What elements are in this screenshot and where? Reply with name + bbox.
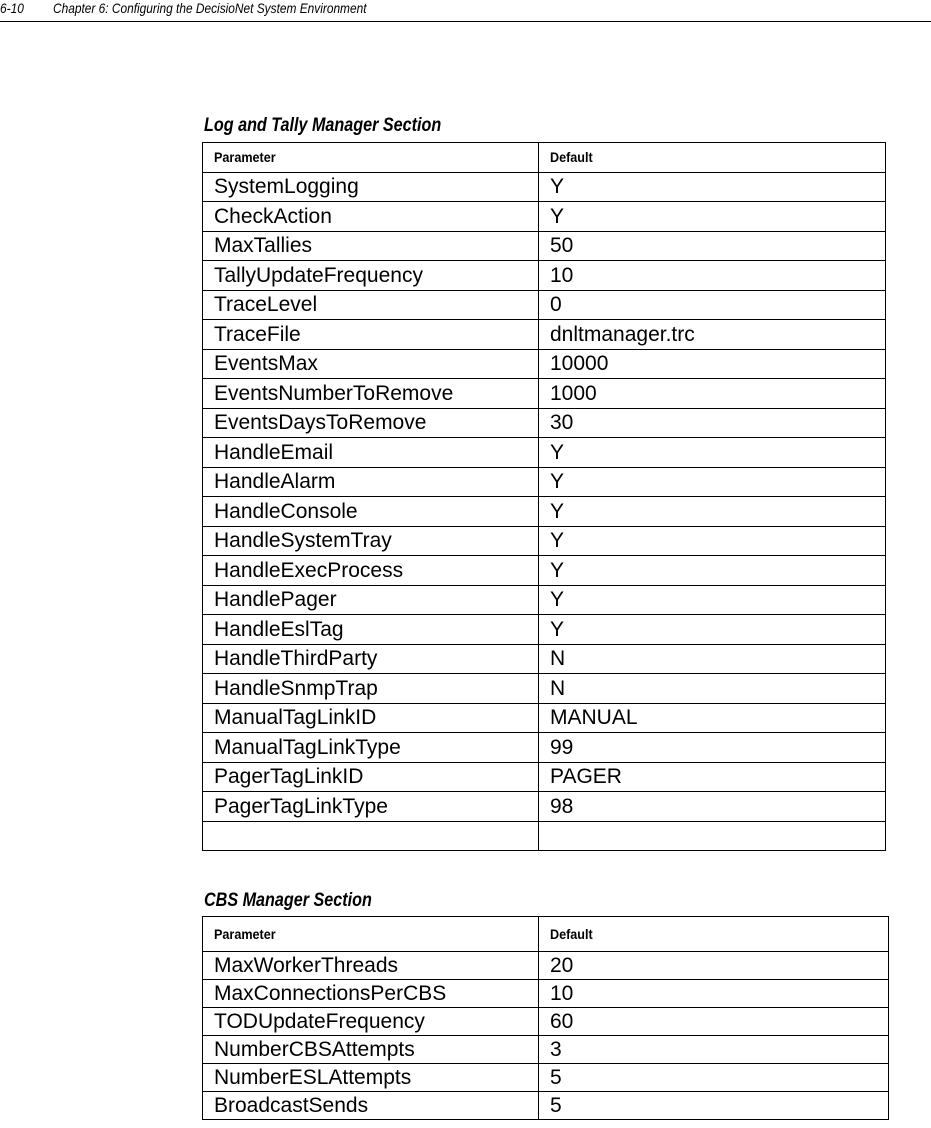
parameter-cell: TODUpdateFrequency [203,1008,539,1036]
default-value-cell: N [539,674,886,704]
default-value-cell: 50 [539,231,886,261]
table-row [203,585,886,615]
column-header-default [539,917,889,952]
column-header-label: Parameter [214,925,276,942]
table-row [203,467,886,497]
default-value-cell: 10 [539,980,889,1008]
table-row [203,952,889,980]
default-value-cell: Y [539,556,886,586]
table-row [203,615,886,645]
table-row [203,733,886,763]
table-row [203,172,886,202]
log-section-title: Log and Tally Manager Section [204,115,442,136]
parameter-cell: NumberESLAttempts [203,1064,539,1092]
default-value-cell: Y [539,526,886,556]
parameter-cell: HandleConsole [203,497,539,527]
parameter-cell: HandleEmail [203,438,539,468]
parameter-cell: EventsDaysToRemove [203,408,539,438]
parameter-cell: ManualTagLinkType [203,733,539,763]
chapter-title: Chapter 6: Configuring the DecisioNet System Environment [53,0,367,16]
default-value-cell: Y [539,202,886,232]
parameter-cell: MaxConnectionsPerCBS [203,980,539,1008]
default-value-cell: 5 [539,1092,889,1120]
default-value-cell: Y [539,585,886,615]
default-value-cell: Y [539,172,886,202]
default-value-cell: Y [539,615,886,645]
log-tally-table [202,142,886,851]
column-header-default [539,143,886,173]
default-value-cell: 98 [539,792,886,822]
table-row [203,349,886,379]
parameter-cell: HandleSystemTray [203,526,539,556]
cbs-manager-table [202,916,889,1120]
table-row [203,290,886,320]
default-value-cell: Y [539,467,886,497]
default-value-cell [539,821,886,851]
table-header-row [203,917,889,952]
table-row [203,379,886,409]
default-value-cell: MANUAL [539,703,886,733]
parameter-cell: EventsNumberToRemove [203,379,539,409]
column-header-parameter [203,143,539,173]
parameter-cell: HandleSnmpTrap [203,674,539,704]
parameter-cell: HandleThirdParty [203,644,539,674]
table-row [203,674,886,704]
parameter-cell: NumberCBSAttempts [203,1036,539,1064]
column-header-label: Default [550,925,593,942]
table-row [203,644,886,674]
table-row [203,762,886,792]
table-row [203,1064,889,1092]
default-value-cell: 5 [539,1064,889,1092]
parameter-cell: HandleExecProcess [203,556,539,586]
table-row [203,1036,889,1064]
parameter-cell: TraceFile [203,320,539,350]
table-row [203,556,886,586]
table-row [203,438,886,468]
cbs-section-title: CBS Manager Section [204,890,372,911]
table-row [203,320,886,350]
parameter-cell: EventsMax [203,349,539,379]
column-header-label: Parameter [214,148,276,165]
default-value-cell: 60 [539,1008,889,1036]
default-value-cell: 20 [539,952,889,980]
table-row [203,1092,889,1120]
parameter-cell: TraceLevel [203,290,539,320]
running-header [0,0,931,22]
parameter-cell: TallyUpdateFrequency [203,261,539,291]
default-value-cell: N [539,644,886,674]
default-value-cell: 10 [539,261,886,291]
parameter-cell: HandlePager [203,585,539,615]
parameter-cell: BroadcastSends [203,1092,539,1120]
default-value-cell: 0 [539,290,886,320]
parameter-cell: HandleEslTag [203,615,539,645]
page-number: 6-10 [0,0,24,16]
table-header-row [203,143,886,173]
column-header-label: Default [550,148,593,165]
table-row [203,703,886,733]
table-row [203,1008,889,1036]
default-value-cell: Y [539,438,886,468]
column-header-parameter [203,917,539,952]
parameter-cell: PagerTagLinkID [203,762,539,792]
default-value-cell: dnltmanager.trc [539,320,886,350]
table-row [203,202,886,232]
table-row [203,497,886,527]
parameter-cell: SystemLogging [203,172,539,202]
default-value-cell: 1000 [539,379,886,409]
default-value-cell: Y [539,497,886,527]
default-value-cell: 30 [539,408,886,438]
parameter-cell: ManualTagLinkID [203,703,539,733]
default-value-cell: 99 [539,733,886,763]
table-row [203,408,886,438]
table-row [203,821,886,851]
table-row [203,526,886,556]
parameter-cell [203,821,539,851]
table-row [203,231,886,261]
parameter-cell: CheckAction [203,202,539,232]
parameter-cell: MaxWorkerThreads [203,952,539,980]
table-row [203,792,886,822]
default-value-cell: PAGER [539,762,886,792]
table-row [203,261,886,291]
table-row [203,980,889,1008]
parameter-cell: PagerTagLinkType [203,792,539,822]
parameter-cell: HandleAlarm [203,467,539,497]
parameter-cell: MaxTallies [203,231,539,261]
default-value-cell: 3 [539,1036,889,1064]
default-value-cell: 10000 [539,349,886,379]
